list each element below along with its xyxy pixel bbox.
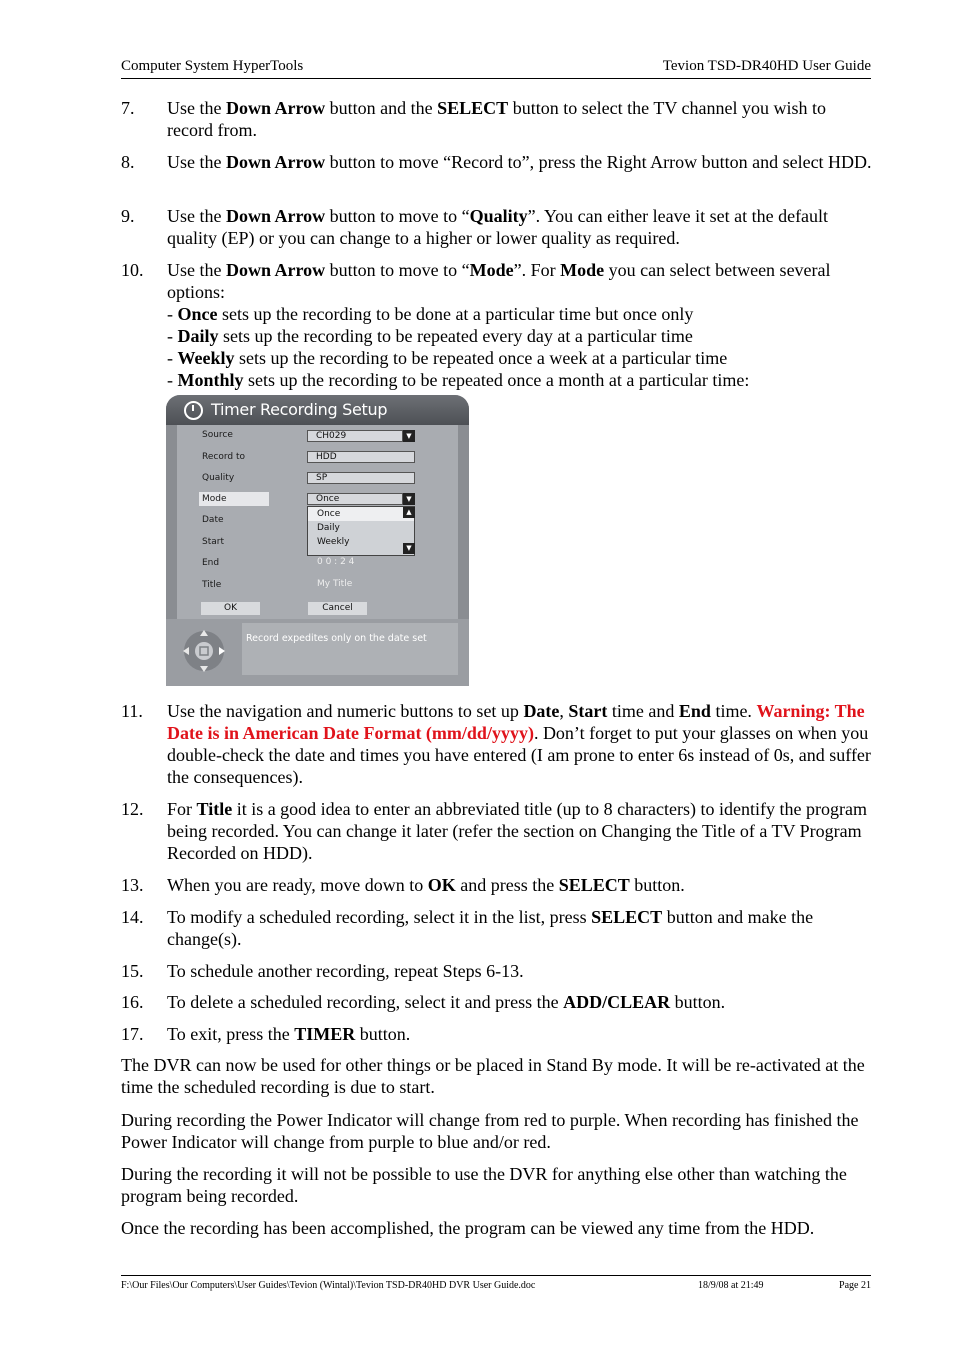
footer-path: F:\Our Files\Our Computers\User Guides\Tevion (Wintal)\Tevion TSD-DR40HD DVR User Guide.doc [121, 1280, 536, 1291]
mode-option[interactable]: Daily [317, 523, 340, 533]
label-record-to: Record to [202, 452, 245, 462]
source-field[interactable]: CH029 [307, 430, 403, 442]
paragraph: During the recording it will not be possible to use the DVR for anything else other than watching the program being recorded. [121, 1164, 847, 1206]
quality-field[interactable]: SP [307, 472, 415, 484]
step-number: 13. [121, 875, 144, 895]
header-right: Tevion TSD-DR40HD User Guide [662, 58, 871, 74]
title-value: My Title [317, 579, 353, 589]
record-to-field[interactable]: HDD [307, 451, 415, 463]
step-number: 14. [121, 907, 144, 927]
step-text: For Title it is a good idea to enter an abbreviated title (up to 8 characters) to identify the program being recorded. You can change it later (refer the section on Changing the Title of a TV Program Recorded on HDD). [167, 799, 867, 863]
scroll-up-icon[interactable]: ▲ [403, 507, 415, 518]
step-text: To schedule another recording, repeat Steps 6-13. [167, 961, 524, 981]
step-text: To exit, press the TIMER button. [167, 1024, 411, 1044]
step-number: 17. [121, 1024, 144, 1044]
mode-field[interactable]: Once [307, 493, 403, 505]
scroll-down-icon[interactable]: ▼ [403, 543, 415, 554]
step-number: 12. [121, 799, 144, 819]
step-text: Use the Down Arrow button and the SELECT button to select the TV channel you wish to record from. [167, 98, 826, 140]
screenshot-titlebar [166, 395, 469, 425]
label-date: Date [202, 515, 224, 525]
step-text: Use the Down Arrow button to move “Record to”, press the Right Arrow button and select HDD. [167, 152, 872, 172]
cancel-button[interactable]: Cancel [308, 602, 367, 615]
step-text: Use the Down Arrow button to move to “Mode”. For Mode you can select between several options: - Once sets up the recording to be done at a particular time but once only - Daily sets up the recording to be repeated every day at a particular time - Weekly sets up the recording to be repeated once a week at a particular time - Monthly sets up the recording to be repeated once a month at a particular time: [167, 260, 831, 390]
paragraph: Once the recording has been accomplished, the program can be viewed any time from the HDD. [121, 1218, 815, 1238]
paragraph: During recording the Power Indicator will change from red to purple. When recording has finished the Power Indicator will change from purple to blue and/or red. [121, 1110, 859, 1152]
step-number: 15. [121, 961, 144, 981]
step-number: 11. [121, 701, 143, 721]
label-title: Title [202, 580, 222, 590]
mode-option[interactable]: Once [308, 507, 414, 521]
mode-options-list[interactable] [307, 506, 415, 556]
step-number: 16. [121, 992, 144, 1012]
ok-button[interactable]: OK [201, 602, 260, 615]
step-text: When you are ready, move down to OK and press the SELECT button. [167, 875, 685, 895]
label-start: Start [202, 537, 224, 547]
page-footer [121, 1275, 871, 1291]
page-header [121, 57, 871, 79]
end-value: 0 0 : 2 4 [317, 557, 355, 567]
timer-icon [184, 401, 203, 420]
timer-recording-screenshot [166, 395, 469, 686]
footer-page: Page 21 [839, 1280, 871, 1291]
step-number: 10. [121, 260, 144, 280]
dropdown-arrow-icon[interactable]: ▼ [403, 493, 415, 505]
label-source: Source [202, 430, 233, 440]
step-text: Use the Down Arrow button to move to “Quality”. You can either leave it set at the default quality (EP) or you can change to a higher or lower quality as required. [167, 206, 829, 248]
label-end: End [202, 558, 220, 568]
header-left: Computer System HyperTools [121, 58, 304, 74]
paragraph: The DVR can now be used for other things or be placed in Stand By mode. It will be re-activated at the time the scheduled recording is due to start. [121, 1055, 865, 1097]
step-number: 9. [121, 206, 135, 226]
step-text: To modify a scheduled recording, select it in the list, press SELECT button and make the change(s). [167, 907, 814, 949]
footer-date: 18/9/08 at 21:49 [698, 1280, 764, 1291]
step-text: Use the navigation and numeric buttons to set up Date, Start time and End time. Warning: The Date is in American Date Format (mm/dd/yyyy). Don’t forget to put your glasses on when you double-check the date and times you have entered (I am prone to enter 6s instead of 0s, and suffer the consequences). [167, 701, 871, 787]
help-message: Record expedites only on the date set [242, 623, 458, 675]
step-text: To delete a scheduled recording, select it and press the ADD/CLEAR button. [167, 992, 726, 1012]
step-number: 8. [121, 152, 135, 172]
label-mode: Mode [202, 494, 227, 504]
navigation-pad-icon [180, 627, 228, 675]
dropdown-arrow-icon[interactable]: ▼ [403, 430, 415, 442]
step-number: 7. [121, 98, 135, 118]
mode-option[interactable]: Weekly [317, 537, 350, 547]
screenshot-title: Timer Recording Setup [211, 400, 388, 419]
label-quality: Quality [202, 473, 235, 483]
